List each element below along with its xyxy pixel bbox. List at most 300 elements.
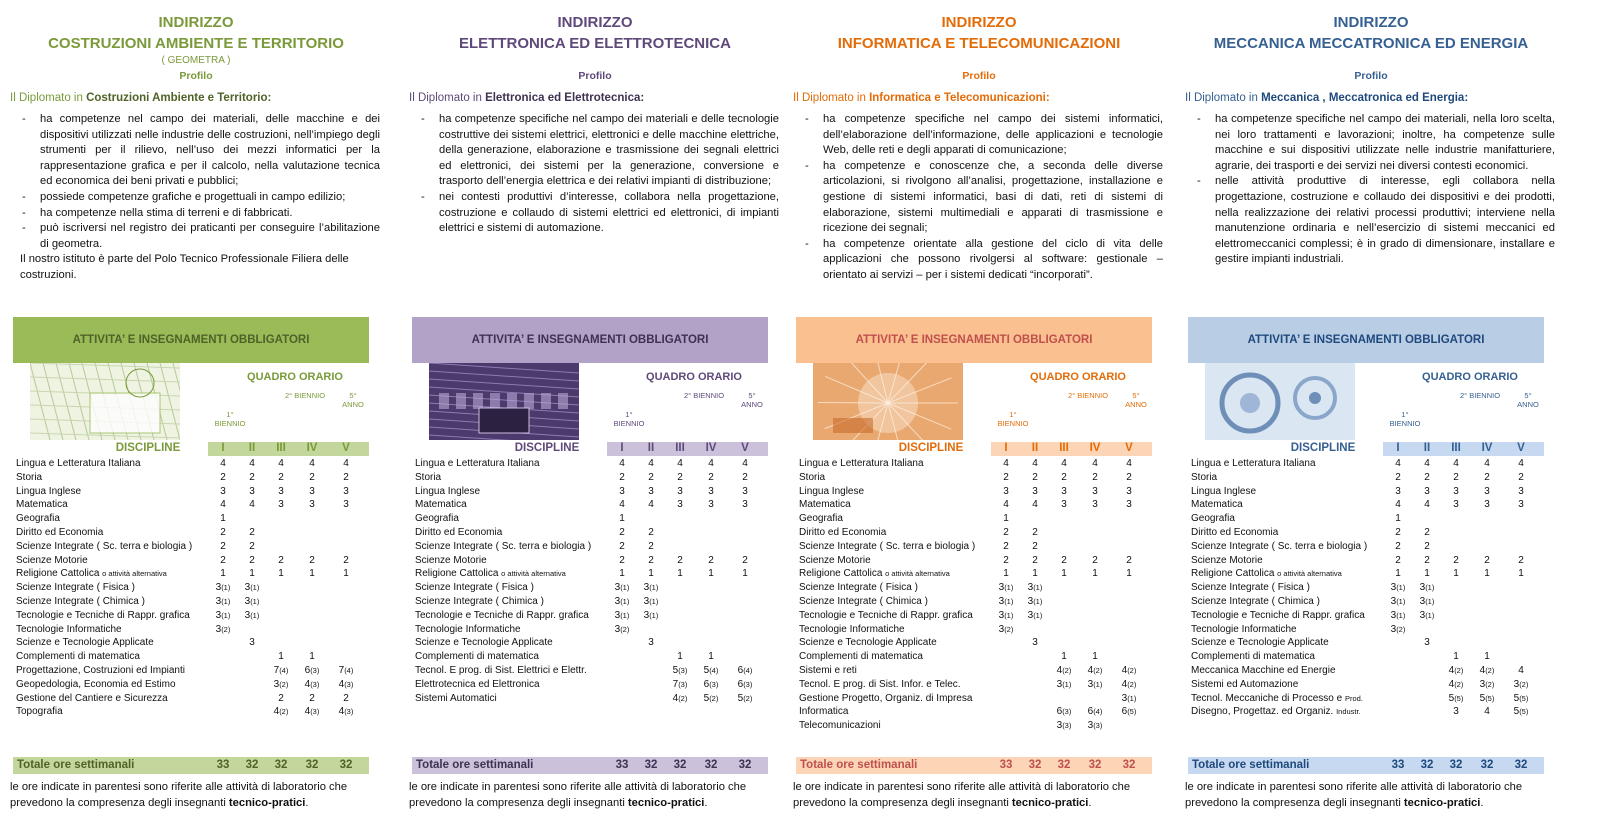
hours-cell: 4 — [1518, 458, 1524, 469]
table-row — [415, 650, 771, 664]
total-value: 32 — [673, 759, 687, 771]
discipline-name: Tecnologie e Tecniche di Rappr. grafica — [1191, 609, 1365, 621]
table-row — [799, 471, 1155, 485]
hours-cell: 3 — [1092, 499, 1098, 511]
table-row — [415, 623, 771, 637]
quadro-orario-title: QUADRO ORARIO — [646, 371, 742, 383]
hours-cell: 2 — [1395, 471, 1401, 483]
hours-cell: 1 — [677, 568, 683, 580]
hours-cell: 4 — [1484, 706, 1490, 718]
hours-cell: 2 — [1003, 526, 1009, 538]
hours-cell: 3(1) — [998, 595, 1014, 607]
table-row — [415, 595, 771, 609]
discipline-name: Matematica — [1191, 499, 1243, 511]
year-group-label: 2° BIENNIO — [284, 391, 326, 400]
hours-cell: 3(2) — [273, 678, 289, 690]
hours-cell: 2 — [1424, 471, 1430, 483]
hours-cell: 2 — [1003, 554, 1009, 566]
discipline-name: Scienze Integrate ( Sc. terra e biologia ) — [1191, 540, 1368, 552]
hours-cell: 5(3) — [672, 664, 688, 676]
table-row — [799, 609, 1155, 623]
table-header — [1188, 442, 1544, 456]
hours-cell: 2 — [309, 471, 315, 483]
hours-cell: 1 — [343, 568, 349, 580]
hours-cell: 2 — [1424, 554, 1430, 566]
hours-cell: 3 — [1061, 499, 1067, 511]
hours-cell: 4(3) — [304, 706, 320, 718]
diplomato-line: Il Diplomato in Elettronica ed Elettrotecnica: — [409, 92, 645, 104]
discipline-name: Scienze Motorie — [16, 554, 88, 566]
hours-cell: 3(1) — [643, 609, 659, 621]
hours-cell: 3 — [1003, 485, 1009, 497]
table-row — [1191, 692, 1547, 706]
year-group-label: 5° ANNO — [1125, 391, 1147, 409]
hours-cell: 3 — [1032, 485, 1038, 497]
table-row — [799, 623, 1155, 637]
discipline-name: Lingua Inglese — [799, 485, 865, 497]
total-value: 32 — [704, 759, 718, 771]
hours-cell: 3 — [708, 499, 714, 511]
hours-cell: 3(1) — [1390, 595, 1406, 607]
discipline-name: Geopedologia, Economia ed Estimo — [16, 678, 176, 690]
hours-cell: 3 — [1424, 485, 1430, 497]
hours-cell: 3(1) — [614, 582, 630, 594]
hours-cell: 3(1) — [1056, 678, 1072, 690]
hours-cell: 5(4) — [703, 664, 719, 676]
table-row — [16, 664, 372, 678]
hours-cell: 3 — [1126, 485, 1132, 497]
discipline-name: Diritto ed Economia — [799, 526, 887, 538]
hours-cell: 4 — [220, 458, 226, 469]
footnote: le ore indicate in parentesi sono riferite alle attività di laboratorio che prevedono la compresenza degli insegnanti tecnico-pratici. — [10, 781, 348, 809]
hours-cell: 3(1) — [998, 609, 1014, 621]
table-row — [415, 526, 771, 540]
year-column-header: V — [741, 442, 749, 454]
table-row — [799, 540, 1155, 554]
hours-cell: 3 — [742, 485, 748, 497]
table-row — [799, 567, 1155, 581]
hours-cell: 3 — [309, 499, 315, 511]
discipline-name: Storia — [1191, 471, 1218, 483]
hours-cell: 3 — [677, 499, 683, 511]
table-row — [415, 581, 771, 595]
hours-cell: 3 — [1092, 485, 1098, 497]
discipline-name: Scienze Integrate ( Fisica ) — [799, 582, 918, 594]
year-column-header: III — [675, 442, 685, 454]
table-row — [16, 623, 372, 637]
discipline-name: Tecnologie Informatiche — [1191, 623, 1297, 635]
hours-cell: 4(3) — [338, 678, 354, 690]
hours-cell: 2 — [648, 540, 654, 552]
year-column-header: I — [1004, 442, 1008, 454]
profile-bullets — [409, 112, 781, 237]
hours-cell: 2 — [677, 471, 683, 483]
table-row — [16, 650, 372, 664]
year-column-header: II — [647, 442, 655, 454]
hours-cell: 2 — [619, 526, 625, 538]
quadro-orario-title: QUADRO ORARIO — [1030, 371, 1126, 383]
hours-cell: 6(3) — [737, 678, 753, 690]
quadro-orario-title: QUADRO ORARIO — [247, 371, 343, 383]
course-photo-circuit — [429, 363, 579, 440]
year-column-header: II — [1031, 442, 1039, 454]
course-column — [409, 0, 781, 839]
hours-cell: 3 — [619, 485, 625, 497]
hours-cell: 7(4) — [273, 664, 289, 676]
hours-cell: 3 — [1126, 499, 1132, 511]
hours-cell: 3 — [220, 485, 226, 497]
hours-cell: 1 — [1518, 568, 1524, 580]
footnote-bold: tecnico-pratici — [1011, 796, 1089, 809]
total-value: 32 — [1057, 759, 1071, 771]
hours-cell: 3(1) — [1027, 595, 1043, 607]
course-name: Informatica e Telecomunicazioni: — [869, 92, 1050, 104]
total-value: 32 — [1028, 759, 1042, 771]
indirizzo-label: INDIRIZZO — [941, 14, 1017, 31]
hours-cell: 6(3) — [703, 678, 719, 690]
year-group-label: 1° BIENNIO — [613, 410, 645, 428]
hours-table — [16, 457, 372, 719]
hours-cell: 3(3) — [1056, 720, 1072, 732]
table-row — [415, 554, 771, 568]
discipline-name: Tecnologie Informatiche — [799, 623, 905, 635]
profilo-label: Profilo — [578, 70, 612, 82]
hours-cell: 2 — [1061, 554, 1067, 566]
profile-bullet: - nelle attività produttive di interesse, egli collabora nella progettazione, costruzione e collaudo dei dispositivi e dei prodotti, nella realizzazione dei relativi processi produttivi; interviene nella manutenzione ordinaria e nell’esercizio di sistemi meccanici ed elettromeccanici complessi; è in grado di dimensionare, installare e gestire impianti industriali. — [1185, 174, 1557, 268]
hours-cell: 2 — [1424, 526, 1430, 538]
table-row — [799, 485, 1155, 499]
hours-cell: 1 — [1003, 568, 1009, 580]
hours-cell: 4 — [309, 458, 315, 469]
table-row — [1191, 526, 1547, 540]
hours-table — [1191, 457, 1547, 719]
table-row — [16, 595, 372, 609]
total-value: 32 — [339, 759, 353, 771]
hours-cell: 2 — [1032, 554, 1038, 566]
hours-cell: 7(4) — [338, 664, 354, 676]
hours-cell: 4 — [249, 458, 255, 469]
total-hours-row — [412, 757, 768, 774]
table-row — [1191, 581, 1547, 595]
hours-cell: 4(3) — [304, 678, 320, 690]
discipline-header: DISCIPLINE — [898, 442, 964, 454]
hours-cell: 3(1) — [215, 582, 231, 594]
table-row — [16, 581, 372, 595]
hours-cell: 4 — [1395, 458, 1401, 469]
hours-cell: 2 — [1395, 554, 1401, 566]
hours-cell: 4 — [708, 458, 714, 469]
hours-cell: 3 — [1453, 706, 1459, 718]
hours-cell: 5(5) — [1479, 692, 1495, 704]
discipline-name: Scienze Integrate ( Fisica ) — [415, 582, 534, 594]
hours-cell: 3(2) — [1390, 623, 1406, 635]
hours-cell: 1 — [220, 568, 226, 580]
hours-cell: 1 — [1395, 568, 1401, 580]
course-header — [1185, 12, 1557, 83]
discipline-name: Tecnologie Informatiche — [415, 623, 521, 635]
hours-cell: 3(1) — [614, 609, 630, 621]
hours-cell: 4 — [1424, 458, 1430, 469]
hours-cell: 2 — [1092, 471, 1098, 483]
profilo-label: Profilo — [1354, 70, 1388, 82]
discipline-name: Religione Cattolica o attività alternativa — [1191, 568, 1342, 580]
year-group-label: 1° BIENNIO — [214, 410, 246, 428]
table-row — [16, 498, 372, 512]
hours-cell: 1 — [677, 651, 683, 663]
hours-cell: 3(2) — [998, 623, 1014, 635]
table-row — [1191, 554, 1547, 568]
table-row — [415, 664, 771, 678]
total-value: 32 — [1449, 759, 1463, 771]
hours-cell: 2 — [1395, 540, 1401, 552]
table-row — [1191, 636, 1547, 650]
hours-cell: 6(4) — [737, 664, 753, 676]
course-photo-tech — [813, 363, 963, 440]
course-header — [409, 12, 781, 83]
hours-cell: 3(3) — [1087, 720, 1103, 732]
discipline-name: Religione Cattolica o attività alternativa — [16, 568, 167, 580]
table-row — [16, 692, 372, 706]
hours-cell: 2 — [343, 471, 349, 483]
discipline-name: Religione Cattolica o attività alternativa — [415, 568, 566, 580]
hours-cell: 3(2) — [614, 623, 630, 635]
hours-cell: 4(2) — [1479, 664, 1495, 676]
year-column-header: V — [1125, 442, 1133, 454]
course-title: MECCANICA MECCATRONICA ED ENERGIA — [1213, 35, 1529, 52]
diplomato-line: Il Diplomato in Costruzioni Ambiente e Territorio: — [10, 92, 272, 104]
discipline-name: Tecnologie e Tecniche di Rappr. grafica — [415, 609, 589, 621]
hours-cell: 3 — [309, 485, 315, 497]
hours-cell: 4(2) — [1448, 664, 1464, 676]
table-row — [799, 692, 1155, 706]
hours-cell: 3(1) — [614, 595, 630, 607]
table-row — [1191, 705, 1547, 719]
hours-cell: 3 — [343, 499, 349, 511]
hours-cell: 4(2) — [1448, 678, 1464, 690]
year-column-header: IV — [705, 442, 717, 454]
discipline-name: Matematica — [415, 499, 467, 511]
hours-cell: 2 — [278, 554, 284, 566]
hours-cell: 2 — [1003, 540, 1009, 552]
discipline-name: Lingua Inglese — [415, 485, 481, 497]
hours-cell: 4(2) — [1087, 664, 1103, 676]
table-row — [799, 664, 1155, 678]
hours-cell: 1 — [1126, 568, 1132, 580]
hours-cell: 2 — [648, 526, 654, 538]
hours-cell: 3(1) — [1087, 678, 1103, 690]
hours-cell: 2 — [1126, 471, 1132, 483]
hours-cell: 2 — [220, 554, 226, 566]
total-label: Totale ore settimanali — [416, 759, 534, 771]
hours-cell: 5(5) — [1513, 692, 1529, 704]
hours-cell: 1 — [249, 568, 255, 580]
discipline-name: Scienze Integrate ( Sc. terra e biologia ) — [799, 540, 976, 552]
hours-cell: 2 — [309, 554, 315, 566]
discipline-name: Tecnologie e Tecniche di Rappr. grafica — [16, 609, 190, 621]
hours-cell: 4 — [1003, 458, 1009, 469]
hours-cell: 2 — [742, 471, 748, 483]
discipline-name: Complementi di matematica — [415, 651, 539, 663]
year-group-label: 5° ANNO — [342, 391, 364, 409]
hours-cell: 3 — [278, 485, 284, 497]
hours-cell: 2 — [220, 540, 226, 552]
table-row — [16, 471, 372, 485]
table-row — [799, 457, 1155, 471]
profile-bullet: - ha competenze orientate alla gestione del ciclo di vita delle applicazioni che possono rivolgersi al software: gestionale – orientato ai servizi – per i sistemi dedicati “incorporati”. — [793, 237, 1165, 284]
discipline-name: Scienze Motorie — [1191, 554, 1263, 566]
discipline-name: Geografia — [1191, 513, 1235, 525]
total-hours-row — [13, 757, 369, 774]
discipline-name: Elettrotecnica ed Elettronica — [415, 678, 540, 690]
discipline-name: Tecnol. E prog. di Sist. Elettrici e Elettr. — [415, 664, 587, 676]
hours-cell: 3 — [648, 637, 654, 649]
discipline-name: Complementi di matematica — [799, 651, 923, 663]
hours-cell: 1 — [708, 651, 714, 663]
hours-cell: 2 — [309, 692, 315, 704]
hours-cell: 4 — [220, 499, 226, 511]
diplomato-line: Il Diplomato in Meccanica , Meccatronica ed Energia: — [1185, 92, 1469, 104]
discipline-name: Scienze Integrate ( Fisica ) — [16, 582, 135, 594]
table-row — [415, 567, 771, 581]
hours-cell: 3(1) — [1027, 582, 1043, 594]
hours-cell: 3(1) — [215, 595, 231, 607]
discipline-name: Scienze Integrate ( Fisica ) — [1191, 582, 1310, 594]
year-group-label: 5° ANNO — [1517, 391, 1539, 409]
discipline-name: Lingua Inglese — [16, 485, 82, 497]
total-hours-row — [1188, 757, 1544, 774]
profile-bullet: - ha competenze specifiche nel campo dei materiali, nella loro scelta, nei loro trattamenti e lavorazioni; inoltre, ha competenze sulle macchine e sui dispositivi utilizzate nelle industrie manifatturiere, agrarie, dei trasporti e dei servizi nei diversi contesti economici. — [1185, 112, 1557, 174]
discipline-name: Lingua e Letteratura Italiana — [16, 458, 141, 469]
total-value: 32 — [1514, 759, 1528, 771]
hours-cell: 2 — [1484, 471, 1490, 483]
discipline-name: Telecomunicazioni — [799, 720, 881, 732]
table-row — [799, 595, 1155, 609]
table-row — [799, 719, 1155, 733]
indirizzo-label: INDIRIZZO — [1333, 14, 1409, 31]
table-row — [16, 485, 372, 499]
hours-cell: 2 — [1061, 471, 1067, 483]
profile-bullet: - ha competenze specifiche nel campo dei sistemi informatici, dell’elaborazione dell’informazione, delle applicazioni e tecnologie Web, delle reti e degli apparati di comunicazione; — [793, 112, 1165, 159]
profile-bullets — [793, 112, 1165, 284]
footnote-bold: tecnico-pratici — [627, 796, 705, 809]
table-row — [16, 526, 372, 540]
hours-cell: 2 — [1092, 554, 1098, 566]
discipline-name: Scienze e Tecnologie Applicate — [799, 637, 937, 649]
hours-cell: 2 — [677, 554, 683, 566]
table-row — [1191, 457, 1547, 471]
discipline-header: DISCIPLINE — [115, 442, 181, 454]
discipline-name: Meccanica Macchine ed Energie — [1191, 664, 1336, 676]
hours-cell: 2 — [249, 471, 255, 483]
table-row — [16, 540, 372, 554]
discipline-name: Scienze Integrate ( Sc. terra e biologia ) — [16, 540, 193, 552]
year-column-header: I — [1396, 442, 1400, 454]
course-subtitle: ( GEOMETRA ) — [161, 55, 231, 66]
table-row — [415, 498, 771, 512]
discipline-name: Geografia — [799, 513, 843, 525]
total-value: 32 — [1420, 759, 1434, 771]
year-column-header: IV — [306, 442, 318, 454]
table-row — [415, 678, 771, 692]
table-row — [1191, 650, 1547, 664]
discipline-name: Diritto ed Economia — [16, 526, 104, 538]
discipline-name: Scienze Motorie — [799, 554, 871, 566]
course-title: COSTRUZIONI AMBIENTE E TERRITORIO — [48, 35, 344, 52]
discipline-name: Scienze e Tecnologie Applicate — [1191, 637, 1329, 649]
total-value: 33 — [999, 759, 1013, 771]
hours-cell: 3(1) — [998, 582, 1014, 594]
total-value: 32 — [305, 759, 319, 771]
hours-cell: 4(2) — [1121, 678, 1137, 690]
table-row — [1191, 567, 1547, 581]
hours-table — [415, 457, 771, 705]
course-column — [793, 0, 1165, 839]
table-row — [415, 457, 771, 471]
total-value: 32 — [245, 759, 259, 771]
year-group-label: 2° BIENNIO — [1459, 391, 1501, 400]
discipline-name: Complementi di matematica — [1191, 651, 1315, 663]
hours-cell: 6(4) — [1087, 706, 1103, 718]
discipline-name: Geografia — [16, 513, 60, 525]
hours-cell: 3(2) — [215, 623, 231, 635]
hours-cell: 2 — [708, 554, 714, 566]
table-row — [799, 650, 1155, 664]
hours-cell: 2 — [278, 692, 284, 704]
table-row — [799, 705, 1155, 719]
hours-cell: 3 — [708, 485, 714, 497]
hours-cell: 2 — [249, 526, 255, 538]
table-row — [16, 705, 372, 719]
discipline-name: Storia — [415, 471, 442, 483]
total-value: 33 — [1391, 759, 1405, 771]
hours-cell: 6(3) — [1056, 706, 1072, 718]
discipline-header: DISCIPLINE — [514, 442, 580, 454]
discipline-name: Gestione Progetto, Organiz. di Impresa — [799, 692, 973, 704]
hours-cell: 3 — [1518, 485, 1524, 497]
table-row — [415, 471, 771, 485]
hours-cell: 3 — [677, 485, 683, 497]
table-row — [1191, 664, 1547, 678]
table-row — [415, 692, 771, 706]
discipline-header: DISCIPLINE — [1290, 442, 1356, 454]
profile-bullet: - ha competenze specifiche nel campo dei materiali e delle tecnologie costruttive dei sistemi elettrici, elettronici e delle macchine elettriche, della generazione, elaborazione e trasmissione dei segnali elettrici ed elettronici, dei sistemi per la generazione, conversione e trasporto dell’energia elettrica e dei relativi impianti di distribuzione; — [409, 112, 781, 190]
hours-cell: 3 — [648, 485, 654, 497]
hours-cell: 3 — [1453, 485, 1459, 497]
course-header — [10, 12, 382, 83]
year-column-header: III — [1451, 442, 1461, 454]
hours-cell: 4 — [1092, 458, 1098, 469]
table-row — [799, 526, 1155, 540]
discipline-name: Scienze Motorie — [415, 554, 487, 566]
hours-cell: 1 — [278, 651, 284, 663]
table-row — [1191, 485, 1547, 499]
discipline-name: Complementi di matematica — [16, 651, 140, 663]
hours-cell: 2 — [1032, 540, 1038, 552]
table-row — [16, 554, 372, 568]
total-value: 32 — [274, 759, 288, 771]
discipline-name: Diritto ed Economia — [415, 526, 503, 538]
total-value: 32 — [644, 759, 658, 771]
total-value: 32 — [1122, 759, 1136, 771]
hours-cell: 1 — [309, 651, 315, 663]
table-row — [799, 512, 1155, 526]
hours-cell: 3(1) — [1419, 595, 1435, 607]
hours-cell: 3(1) — [1419, 609, 1435, 621]
year-column-header: I — [221, 442, 225, 454]
discipline-name: Tecnol. E prog. di Sist. Infor. e Telec. — [799, 678, 961, 690]
hours-cell: 4 — [619, 458, 625, 469]
profilo-label: Profilo — [179, 70, 213, 82]
